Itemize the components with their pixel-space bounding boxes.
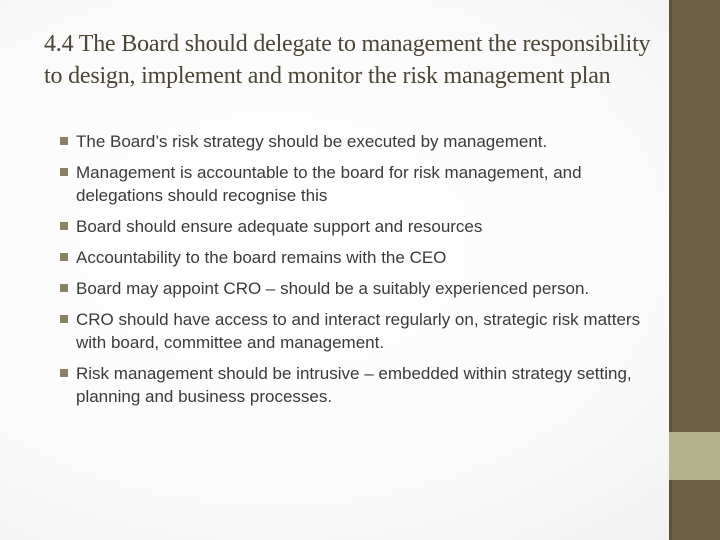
bullet-item [60, 277, 660, 300]
square-bullet-icon [60, 222, 68, 230]
square-bullet-icon [60, 369, 68, 377]
bullet-item [60, 130, 660, 153]
bullet-text: Risk management should be intrusive – embedded within strategy setting, planning and business processes. [76, 364, 632, 406]
bullet-item [60, 215, 660, 238]
bullet-item [60, 161, 660, 207]
square-bullet-icon [60, 315, 68, 323]
bullet-item [60, 246, 660, 269]
bullet-text: Board may appoint CRO – should be a suitably experienced person. [76, 279, 590, 298]
bullet-text: CRO should have access to and interact regularly on, strategic risk matters with board, committee and management. [76, 310, 641, 352]
square-bullet-icon [60, 253, 68, 261]
square-bullet-icon [60, 284, 68, 292]
square-bullet-icon [60, 168, 68, 176]
bullet-text: Accountability to the board remains with the CEO [76, 248, 447, 267]
bullet-text: The Board’s risk strategy should be executed by management. [76, 132, 548, 151]
bullet-text: Board should ensure adequate support and resources [76, 217, 483, 236]
bullet-item [60, 308, 660, 354]
bullet-text: Management is accountable to the board for risk management, and delegations should recognise this [76, 163, 582, 205]
bullet-item [60, 362, 660, 408]
square-bullet-icon [60, 137, 68, 145]
accent-block [669, 432, 720, 480]
slide-title: 4.4 The Board should delegate to management the responsibility to design, implement and monitor the risk management plan [44, 31, 651, 89]
bullet-list [60, 130, 660, 416]
